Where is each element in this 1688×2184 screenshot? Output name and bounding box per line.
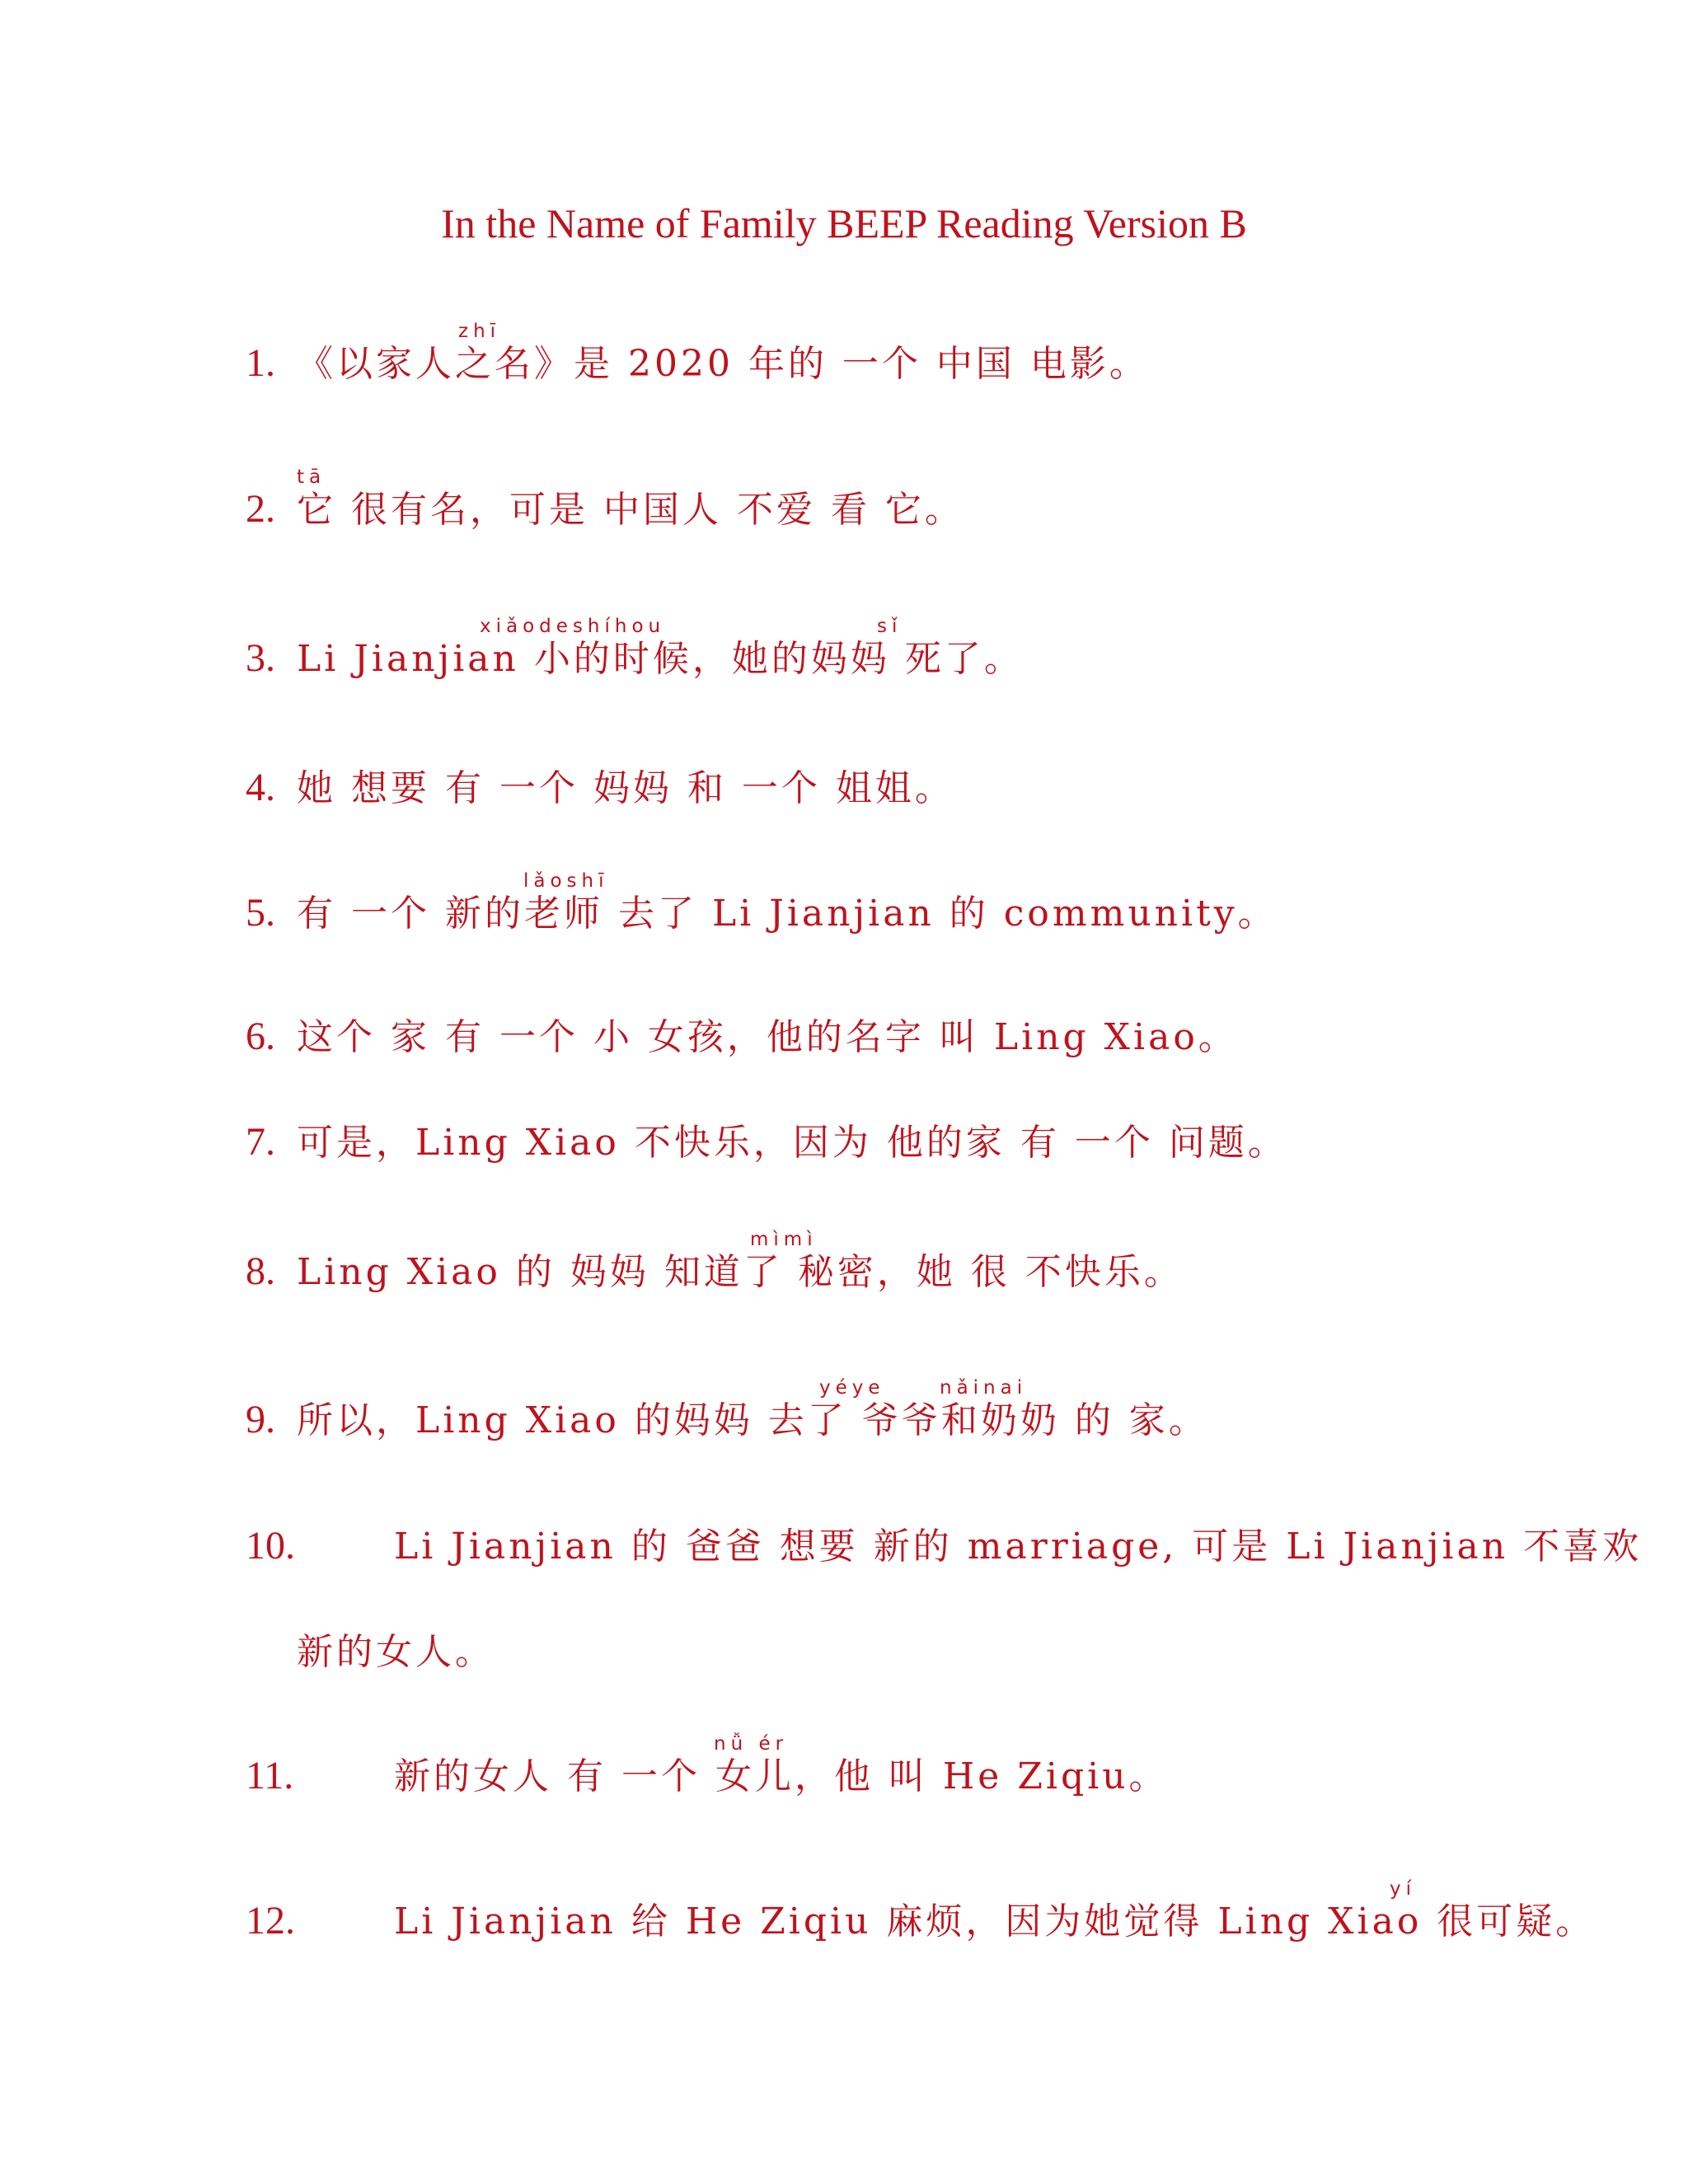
sentence-number: 12. [246, 1899, 295, 1943]
sentence-text: 这个 家 有 一个 小 女孩，他的名字 叫 Ling Xiao。 [297, 1016, 1238, 1058]
sentence-number: 4. [246, 766, 275, 809]
sentence-text: 《以家人之名》是 2020 年的 一个 中国 电影。 [297, 343, 1149, 385]
pinyin-annotation: lǎoshī [523, 870, 609, 892]
sentence-6 [246, 1007, 1238, 1065]
pinyin-annotation: mìmì [750, 1229, 818, 1250]
sentence-1 [246, 334, 1149, 391]
pinyin-annotation: tā [297, 466, 326, 488]
sentence-10-continuation: 新的女人。 [297, 1631, 495, 1673]
sentence-number: 10. [246, 1524, 295, 1568]
sentence-7 [246, 1113, 1287, 1170]
sentence-text: Li Jianjian 小的时候，她的妈妈 死了。 [297, 638, 1024, 680]
pinyin-annotation: nǚ ér [714, 1733, 789, 1755]
sentence-number: 9. [246, 1398, 275, 1441]
sentence-text: Ling Xiao 的 妈妈 知道了 秘密，她 很 不快乐。 [297, 1251, 1184, 1293]
pinyin-annotation: yéye [819, 1377, 885, 1399]
sentence-number: 5. [246, 891, 275, 935]
sentence-number: 2. [246, 487, 275, 531]
sentence-number: 6. [246, 1015, 275, 1058]
sentence-9 [246, 1390, 1208, 1448]
sentence-text: 所以，Ling Xiao 的妈妈 去了 爷爷和奶奶 的 家。 [297, 1399, 1208, 1441]
document-title: In the Name of Family BEEP Reading Version B [441, 200, 1247, 246]
sentence-text: 新的女人 有 一个 女儿，他 叫 He Ziqiu。 [394, 1755, 1169, 1797]
sentence-number: 8. [246, 1249, 275, 1293]
sentence-text: Li Jianjian 给 He Ziqiu 麻烦，因为她觉得 Ling Xiao 很可疑。 [394, 1900, 1596, 1943]
sentence-number: 11. [246, 1754, 294, 1797]
sentence-3 [246, 629, 1024, 687]
sentence-text: Li Jianjian 的 爸爸 想要 新的 marriage, 可是 Li Jianjian 不喜欢 [394, 1526, 1643, 1568]
sentence-number: 7. [246, 1120, 275, 1164]
sentence-11 [246, 1746, 1169, 1804]
pinyin-annotation: sǐ [877, 616, 903, 637]
sentence-text: 它 很有名，可是 中国人 不爱 看 它。 [297, 489, 964, 531]
sentence-2 [246, 480, 964, 537]
pinyin-annotation: zhī [458, 321, 501, 342]
sentence-12 [246, 1891, 1595, 1949]
sentence-5 [246, 883, 1278, 941]
pinyin-annotation: yí [1390, 1878, 1417, 1900]
sentence-text: 有 一个 新的老师 去了 Li Jianjian 的 community。 [297, 893, 1278, 935]
sentence-10 [246, 1516, 1642, 1574]
sentence-4 [246, 758, 954, 816]
pinyin-annotation: xiǎodeshíhou [480, 616, 666, 637]
sentence-text: 可是，Ling Xiao 不快乐，因为 他的家 有 一个 问题。 [297, 1122, 1287, 1164]
pinyin-annotation: nǎinai [940, 1377, 1028, 1399]
sentence-text: 她 想要 有 一个 妈妈 和 一个 姐姐。 [297, 767, 954, 809]
sentence-8 [246, 1242, 1184, 1300]
sentence-number: 3. [246, 636, 275, 680]
sentence-number: 1. [246, 341, 275, 385]
